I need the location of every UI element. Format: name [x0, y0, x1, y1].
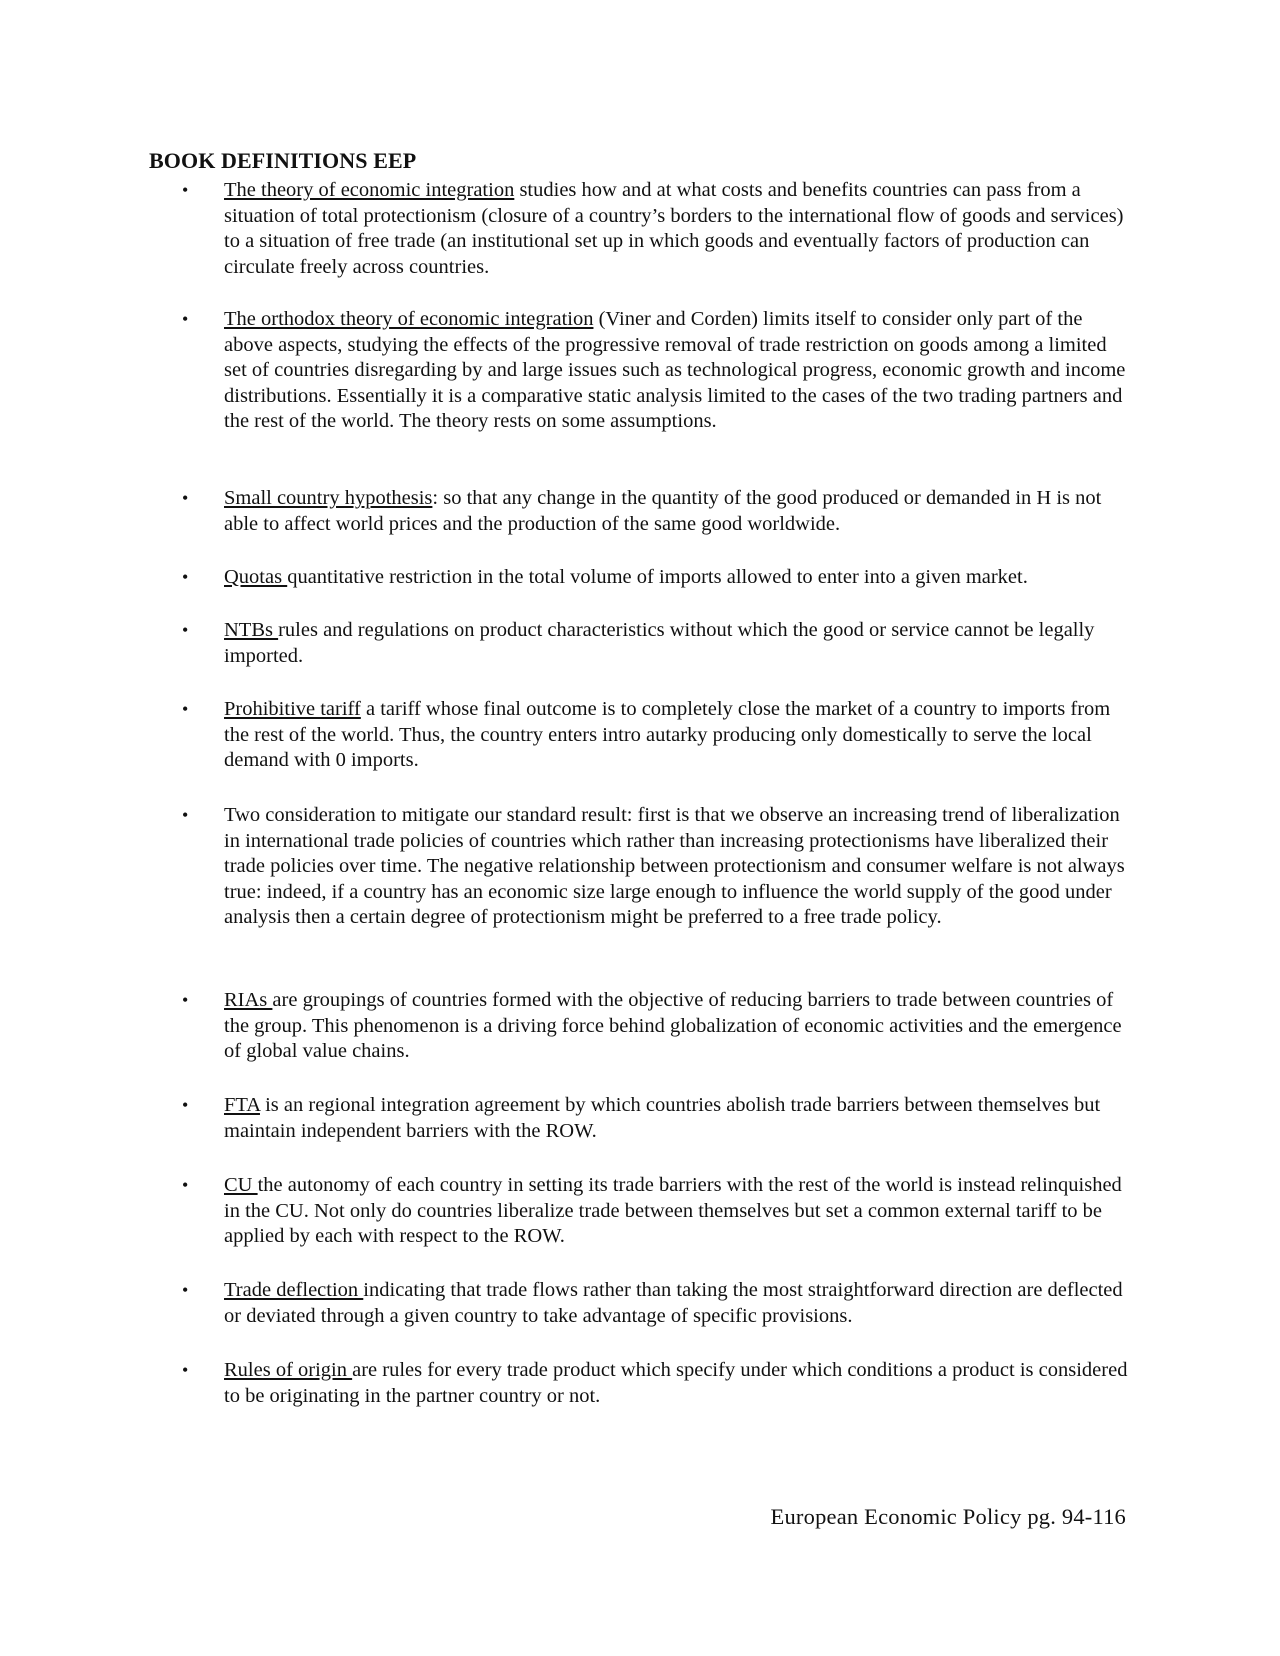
definition-text: a tariff whose final outcome is to completely close the market of a country to imports from the rest of the world. Thus, the country enters intro autarky producing only domestically to serve the local demand with 0 imports. — [224, 698, 1111, 772]
definition-term: CU — [224, 1174, 258, 1196]
bullet-icon: • — [182, 1095, 189, 1115]
definition-item — [149, 697, 1129, 774]
definition-item — [149, 1278, 1129, 1329]
definition-term: Quotas — [224, 566, 288, 588]
bullet-icon: • — [182, 180, 189, 200]
definition-term: Prohibitive tariff — [224, 698, 361, 720]
document-title: BOOK DEFINITIONS EEP — [149, 148, 417, 173]
definition-text: (Viner and Corden) limits itself to consider only part of the above aspects, studying the effects of the progressive removal of trade restriction on goods among a limited set of countries disregarding by and large issues such as technological progress, economic growth and income distributions. Essentially it is a comparative static analysis limited to the cases of the two trading partners and the rest of the world. The theory rests on some assumptions. — [224, 308, 1126, 433]
bullet-icon: • — [182, 1175, 189, 1195]
definition-term: The orthodox theory of economic integration — [224, 308, 594, 330]
definition-term: Trade deflection — [224, 1279, 364, 1301]
bullet-icon: • — [182, 488, 189, 508]
definition-term: Rules of origin — [224, 1359, 353, 1381]
definition-text: is an regional integration agreement by which countries abolish trade barriers between themselves but maintain independent barriers with the ROW. — [224, 1094, 1101, 1142]
bullet-icon: • — [182, 567, 189, 587]
definition-item — [149, 565, 1129, 591]
bullet-icon: • — [182, 1360, 189, 1380]
definition-item — [149, 1093, 1129, 1144]
page-footer: European Economic Policy pg. 94-116 — [770, 1504, 1126, 1529]
definition-item — [149, 618, 1129, 669]
definition-term: The theory of economic integration — [224, 179, 515, 201]
definition-text: indicating that trade flows rather than taking the most straightforward direction are deflected or deviated through a given country to take advantage of specific provisions. — [224, 1279, 1123, 1327]
definition-term: NTBs — [224, 619, 279, 641]
definition-item — [149, 486, 1129, 537]
bullet-icon: • — [182, 620, 189, 640]
definition-item — [149, 307, 1129, 435]
bullet-icon: • — [182, 990, 189, 1010]
definition-term: FTA — [224, 1094, 260, 1116]
definition-text: Two consideration to mitigate our standard result: first is that we observe an increasing trend of liberalization in international trade policies of countries which rather than increasing protectionisms have liberalized their trade policies over time. The negative relationship between protectionism and consumer welfare is not always true: indeed, if a country has an economic size large enough to influence the world supply of the good under analysis then a certain degree of protectionism might be preferred to a free trade policy. — [224, 804, 1125, 929]
definition-item — [149, 1358, 1129, 1409]
bullet-icon: • — [182, 309, 189, 329]
definition-text: : so that any change in the quantity of the good produced or demanded in H is not able to affect world prices and the production of the same good worldwide. — [224, 487, 1102, 535]
definition-text: quantitative restriction in the total volume of imports allowed to enter into a given market. — [287, 566, 1028, 588]
bullet-icon: • — [182, 1280, 189, 1300]
definition-text: studies how and at what costs and benefits countries can pass from a situation of total protectionism (closure of a country’s borders to the international flow of goods and services) to a situation of free trade (an institutional set up in which goods and eventually factors of production can circulate freely across countries. — [224, 179, 1124, 278]
definition-term: RIAs — [224, 989, 273, 1011]
definition-item — [149, 988, 1129, 1065]
definition-item — [149, 178, 1129, 280]
bullet-icon: • — [182, 699, 189, 719]
definition-text: rules and regulations on product characteristics without which the good or service cannot be legally imported. — [224, 619, 1095, 667]
definition-text: are groupings of countries formed with the objective of reducing barriers to trade between countries of the group. This phenomenon is a driving force behind globalization of economic activities and the emergence of global value chains. — [224, 989, 1122, 1063]
definition-text: are rules for every trade product which specify under which conditions a product is considered to be originating in the partner country or not. — [224, 1359, 1128, 1407]
definition-text: the autonomy of each country in setting its trade barriers with the rest of the world is instead relinquished in the CU. Not only do countries liberalize trade between themselves but set a common external tariff to be applied by each with respect to the ROW. — [224, 1174, 1122, 1248]
bullet-icon: • — [182, 805, 189, 825]
definition-item — [149, 1173, 1129, 1250]
definition-item — [149, 803, 1129, 931]
definition-term: Small country hypothesis — [224, 487, 433, 509]
